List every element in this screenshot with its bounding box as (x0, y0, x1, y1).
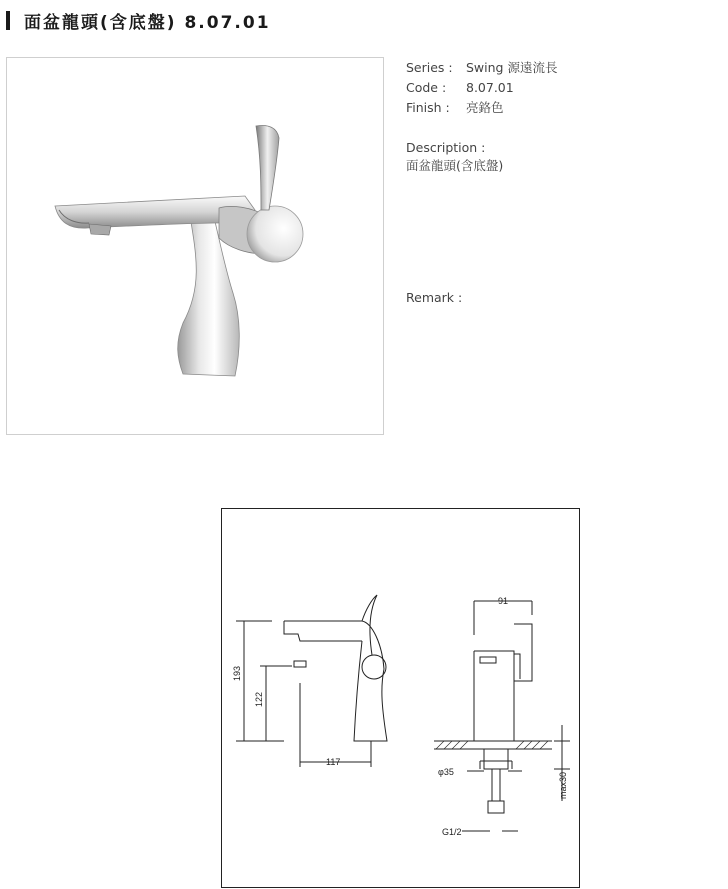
dim-91: 91 (498, 596, 509, 606)
title-marker (6, 11, 10, 30)
description-label: Description : (406, 140, 486, 155)
spec-list (406, 58, 557, 118)
dim-35: φ35 (438, 767, 454, 777)
dim-g12: G1/2 (442, 827, 462, 837)
front-view-outline (474, 651, 514, 741)
dimension-drawing (222, 509, 581, 889)
dim-193: 193 (232, 665, 242, 681)
series-value: Swing 源遠流長 (466, 60, 558, 75)
spec-series (406, 58, 557, 78)
remark-label: Remark : (406, 290, 463, 305)
description-text: 面盆龍頭(含底盤) (406, 158, 504, 173)
spec-code (406, 78, 557, 98)
finish-value: 亮鉻色 (466, 100, 504, 115)
dim-122: 122 (254, 691, 264, 707)
dim-117: 117 (326, 757, 341, 767)
page-title-bar (6, 10, 271, 33)
page-title: 面盆龍頭(含底盤) 8.07.01 (24, 12, 271, 33)
code-label: Code : (406, 80, 447, 95)
series-label: Series : (406, 60, 453, 75)
side-view-outline (284, 621, 362, 641)
dim-max30: max30 (558, 771, 568, 799)
product-photo (6, 57, 384, 435)
finish-label: Finish : (406, 100, 450, 115)
faucet-illustration (7, 58, 385, 436)
code-value: 8.07.01 (466, 80, 514, 95)
technical-drawing (221, 508, 580, 888)
spec-finish (406, 98, 557, 118)
